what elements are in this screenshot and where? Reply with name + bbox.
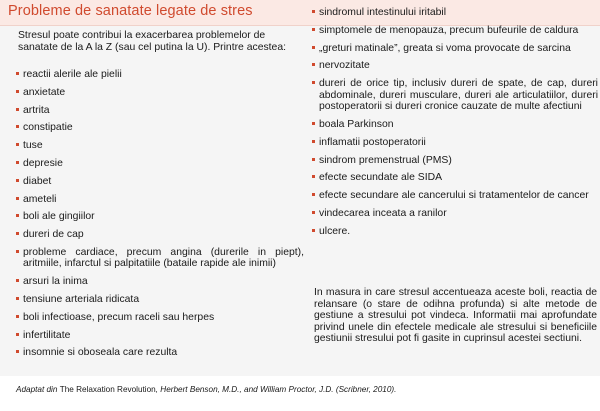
bullet-icon xyxy=(312,81,315,84)
bullet-icon xyxy=(16,232,19,235)
list-item: ulcere. xyxy=(310,226,598,238)
list-item: dureri de orice tip, inclusiv dureri de spate, de cap, dureri abdominale, dureri musculare, dureri ale articulatiilor, dureri postoperatorii si dureri cronice cauzate de multe afectiuni xyxy=(310,78,598,113)
list-item: depresie xyxy=(14,158,304,170)
list-item: efecte secundare ale cancerului si tratamentelor de cancer xyxy=(310,190,598,202)
bullet-icon xyxy=(16,197,19,200)
list-item: reactii alerile ale pielii xyxy=(14,69,304,81)
list-item: insomnie si oboseala care rezulta xyxy=(14,347,304,359)
bullet-icon xyxy=(16,125,19,128)
bullet-icon xyxy=(312,175,315,178)
list-item: boli ale gingiilor xyxy=(14,211,304,223)
list-item: constipatie xyxy=(14,122,304,134)
bullet-icon xyxy=(16,108,19,111)
book-title: The Relaxation Revolution xyxy=(59,385,156,394)
intro-text: Stresul poate contribui la exacerbarea problemelor de sanatate de la A la Z (sau cel putina la U). Printre acestea: xyxy=(18,30,286,53)
list-item: tuse xyxy=(14,140,304,152)
bullet-icon xyxy=(312,122,315,125)
bullet-icon xyxy=(312,10,315,13)
source-citation: Adaptat din The Relaxation Revolution, Herbert Benson, M.D., and William Proctor, J.D. (Scribner, 2010). xyxy=(16,385,397,394)
list-item: efecte secundate ale SIDA xyxy=(310,172,598,184)
bullet-icon xyxy=(312,28,315,31)
list-item: diabet xyxy=(14,176,304,188)
right-list xyxy=(310,7,598,244)
closing-paragraph: In masura in care stresul accentueaza aceste boli, reactia de relansare (o stare de odihna profunda) si alte metode de gestiune a stresului pot vindeca. Informatii mai aprofundate privind unele din efectele medicale ale stresului si beneficiile gestiunii stresului pot fi gasite in cuprinsul acestei sectiuni. xyxy=(314,287,597,344)
list-item: „greturi matinale”, greata si voma provocate de sarcina xyxy=(310,43,598,55)
bullet-icon xyxy=(16,90,19,93)
list-item: probleme cardiace, precum angina (durerile in piept), aritmiile, infarctul si palpitatiile (bataile rapide ale inimii) xyxy=(14,247,304,270)
list-item: infertilitate xyxy=(14,330,304,342)
list-item: nervozitate xyxy=(310,60,598,72)
bullet-icon xyxy=(312,193,315,196)
bullet-icon xyxy=(312,63,315,66)
page-title: Probleme de sanatate legate de stres xyxy=(8,3,253,19)
bullet-icon xyxy=(312,140,315,143)
list-item: boli infectioase, precum raceli sau herpes xyxy=(14,312,304,324)
list-item: artrita xyxy=(14,105,304,117)
bullet-icon xyxy=(16,143,19,146)
bullet-icon xyxy=(16,161,19,164)
list-item: boala Parkinson xyxy=(310,119,598,131)
bullet-icon xyxy=(312,46,315,49)
list-item: sindromul intestinului iritabil xyxy=(310,7,598,19)
left-list xyxy=(14,69,304,365)
list-item: inflamatii postoperatorii xyxy=(310,137,598,149)
list-item: arsuri la inima xyxy=(14,276,304,288)
bullet-icon xyxy=(16,72,19,75)
list-item: sindrom premenstrual (PMS) xyxy=(310,155,598,167)
bullet-icon xyxy=(16,297,19,300)
bullet-icon xyxy=(16,333,19,336)
bullet-icon xyxy=(16,315,19,318)
list-item: simptomele de menopauza, precum bufeurile de caldura xyxy=(310,25,598,37)
list-item: tensiune arteriala ridicata xyxy=(14,294,304,306)
bullet-icon xyxy=(312,229,315,232)
list-item: ameteli xyxy=(14,194,304,206)
list-item: dureri de cap xyxy=(14,229,304,241)
list-item: anxietate xyxy=(14,87,304,99)
bullet-icon xyxy=(312,158,315,161)
bullet-icon xyxy=(16,179,19,182)
bullet-icon xyxy=(16,214,19,217)
bullet-icon xyxy=(16,350,19,353)
list-item: vindecarea inceata a ranilor xyxy=(310,208,598,220)
bullet-icon xyxy=(312,211,315,214)
bullet-icon xyxy=(16,279,19,282)
bullet-icon xyxy=(16,250,19,253)
